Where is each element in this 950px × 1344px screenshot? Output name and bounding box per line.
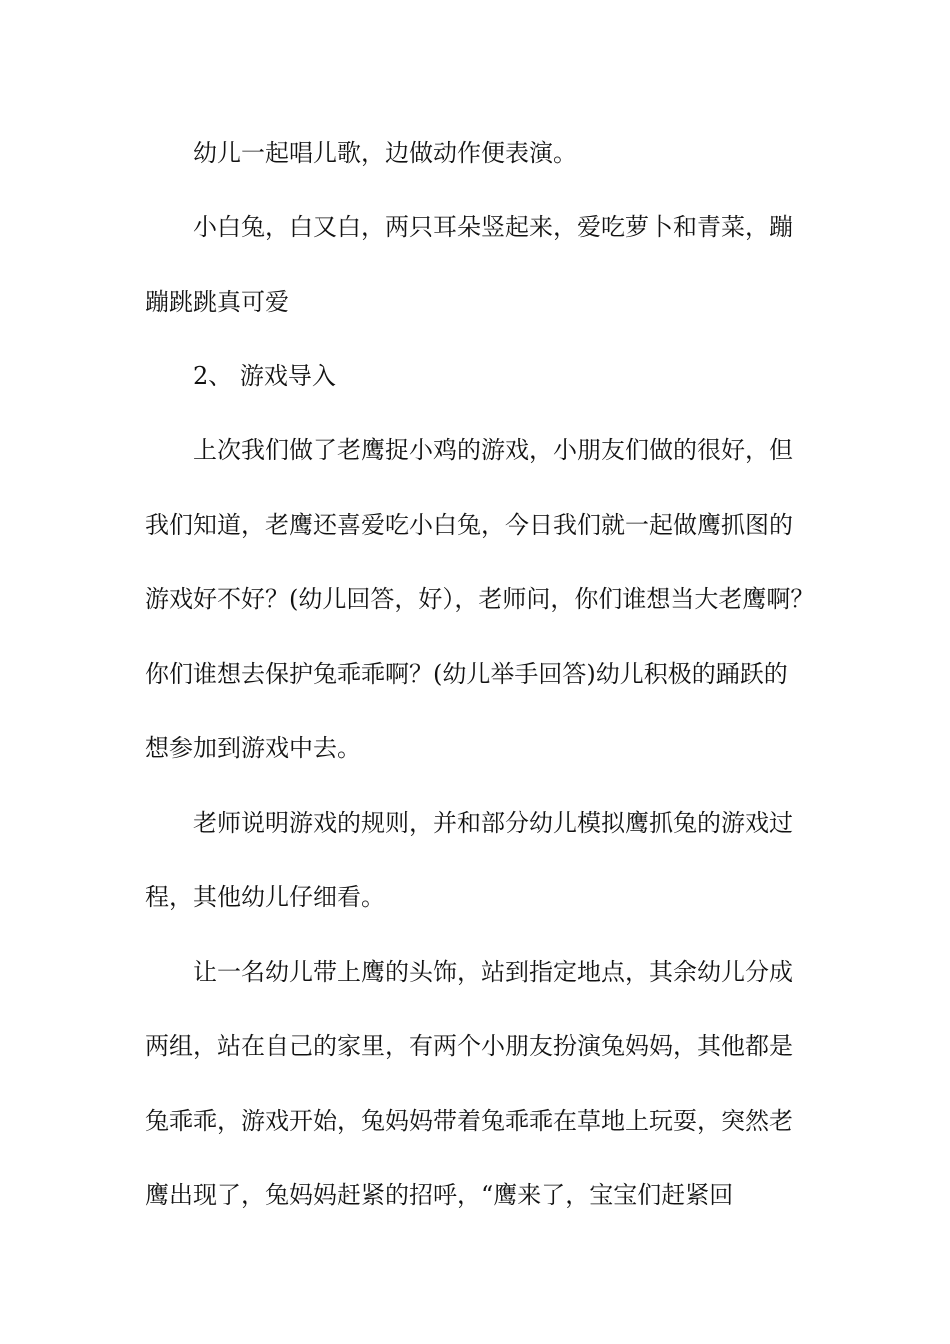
paragraph-line: 程，其他幼儿仔细看。 — [145, 883, 385, 911]
paragraph-line: 幼儿一起唱儿歌，边做动作便表演。 — [193, 139, 577, 167]
paragraph-line: 老师说明游戏的规则，并和部分幼儿模拟鹰抓兔的游戏过 — [193, 809, 793, 837]
paragraph-line: 兔乖乖，游戏开始，兔妈妈带着兔乖乖在草地上玩耍，突然老 — [145, 1107, 793, 1135]
paragraph-line: 上次我们做了老鹰捉小鸡的游戏，小朋友们做的很好，但 — [193, 436, 793, 464]
paragraph-line: 我们知道，老鹰还喜爱吃小白兔，今日我们就一起做鹰抓图的 — [145, 511, 793, 539]
paragraph-line: 小白兔，白又白，两只耳朵竖起来，爱吃萝卜和青菜，蹦 — [193, 213, 793, 241]
paragraph-line: 游戏好不好？(幼儿回答，好），老师问，你们谁想当大老鹰啊？ — [145, 585, 815, 613]
paragraph-line: 你们谁想去保护兔乖乖啊？(幼儿举手回答)幼儿积极的踊跃的 — [145, 660, 788, 688]
paragraph-line: 想参加到游戏中去。 — [145, 734, 361, 762]
paragraph-line: 蹦跳跳真可爱 — [145, 288, 289, 316]
section-heading: 2、 游戏导入 — [193, 362, 336, 390]
paragraph-line: 鹰出现了，兔妈妈赶紧的招呼，“鹰来了，宝宝们赶紧回 — [145, 1181, 734, 1209]
paragraph-line: 让一名幼儿带上鹰的头饰，站到指定地点，其余幼儿分成 — [193, 958, 793, 986]
paragraph-line: 两组，站在自己的家里，有两个小朋友扮演兔妈妈，其他都是 — [145, 1032, 793, 1060]
